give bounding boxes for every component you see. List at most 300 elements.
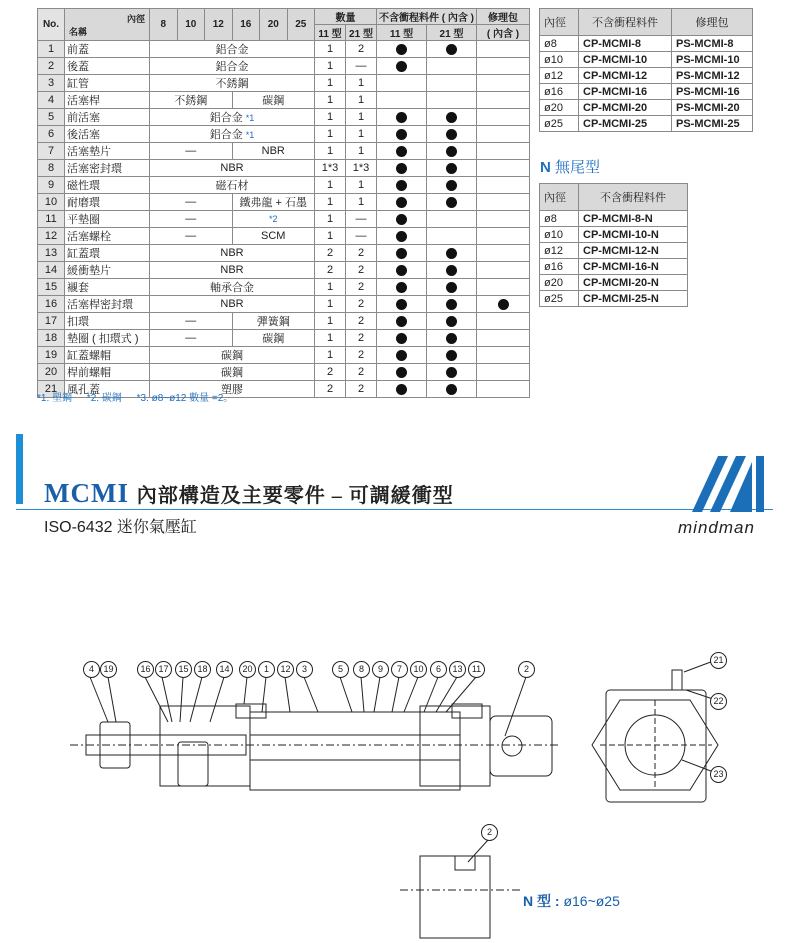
- kit-21-mark: [427, 279, 477, 296]
- callout-13: 13: [449, 661, 466, 678]
- qty-21-value: 2: [346, 41, 377, 58]
- row-no: 17: [38, 313, 65, 330]
- row-no: 4: [38, 92, 65, 109]
- row-no: 12: [38, 228, 65, 245]
- qty-11-value: 1: [315, 279, 346, 296]
- callout-8: 8: [353, 661, 370, 678]
- kit-21-mark: [427, 194, 477, 211]
- qty-11-value: 1: [315, 126, 346, 143]
- qty-21-value: 1: [346, 143, 377, 160]
- col-no: No.: [38, 9, 65, 41]
- material: 鋁合金 *1: [150, 109, 315, 126]
- qty-21-value: 2: [346, 296, 377, 313]
- qty-11-value: 1: [315, 58, 346, 75]
- n-col-part: 不含衝程料件: [579, 184, 688, 211]
- kit-11-mark: [377, 330, 427, 347]
- parts-row: [38, 41, 530, 58]
- size-16: 16: [232, 9, 260, 41]
- n-bore: ø16: [540, 259, 579, 275]
- repair-mark: [477, 364, 530, 381]
- n-bore: ø10: [540, 227, 579, 243]
- repair-mark: [477, 330, 530, 347]
- qty-11-value: 1: [315, 177, 346, 194]
- n-kit-row: [540, 275, 688, 291]
- n-bore: ø25: [540, 291, 579, 307]
- piston-rod: [86, 735, 246, 755]
- included-dot: [396, 316, 407, 327]
- note-1: *1. 塑鋼: [37, 393, 73, 404]
- material-small: —: [150, 330, 233, 347]
- kit-part-no: CP-MCMI-16: [579, 84, 672, 100]
- included-dot: [446, 282, 457, 293]
- parts-row: [38, 262, 530, 279]
- callout-5: 5: [332, 661, 349, 678]
- included-dot: [446, 316, 457, 327]
- callout-7: 7: [391, 661, 408, 678]
- qty-21-value: 1: [346, 109, 377, 126]
- included-dot: [396, 367, 407, 378]
- n-bore: ø8: [540, 211, 579, 227]
- parts-row: [38, 228, 530, 245]
- part-name: 缸蓋環: [65, 245, 150, 262]
- repair-mark: [477, 347, 530, 364]
- parts-row: [38, 92, 530, 109]
- callout-21: 21: [710, 652, 727, 669]
- material-small: —: [150, 143, 233, 160]
- n-part-no: CP-MCMI-20-N: [579, 275, 688, 291]
- part-name: 緩衝墊片: [65, 262, 150, 279]
- row-no: 19: [38, 347, 65, 364]
- repair-mark: [477, 279, 530, 296]
- n-bore: ø12: [540, 243, 579, 259]
- part-name: 襯套: [65, 279, 150, 296]
- kit-21-mark: [427, 313, 477, 330]
- repair-mark: [477, 313, 530, 330]
- kit-repair-no: PS-MCMI-12: [672, 68, 753, 84]
- col-repair: 修理包: [477, 9, 530, 25]
- size-25: 25: [287, 9, 315, 41]
- included-dot: [396, 248, 407, 259]
- qty-11-value: 1: [315, 228, 346, 245]
- callout-6: 6: [430, 661, 447, 678]
- callout-22: 22: [710, 693, 727, 710]
- part-name: 活塞桿密封環: [65, 296, 150, 313]
- n-part-no: CP-MCMI-10-N: [579, 227, 688, 243]
- kit-11-mark: [377, 58, 427, 75]
- kit-11-mark: [377, 41, 427, 58]
- material-large: 碳鋼: [232, 92, 315, 109]
- kit-11-mark: [377, 262, 427, 279]
- qty-11-value: 2: [315, 245, 346, 262]
- row-no: 5: [38, 109, 65, 126]
- row-no: 18: [38, 330, 65, 347]
- kit-11: 11 型: [377, 25, 427, 41]
- kit-part-no: CP-MCMI-8: [579, 36, 672, 52]
- callout-11: 11: [468, 661, 485, 678]
- repair-mark: [477, 262, 530, 279]
- material: NBR: [150, 245, 315, 262]
- material: 磁石材: [150, 177, 315, 194]
- included-dot: [446, 146, 457, 157]
- repair-mark: [477, 228, 530, 245]
- part-name: 前活塞: [65, 109, 150, 126]
- part-name: 後蓋: [65, 58, 150, 75]
- callout-10: 10: [410, 661, 427, 678]
- qty-21: 21 型: [346, 25, 377, 41]
- kit-table-body: [540, 36, 753, 132]
- included-dot: [396, 282, 407, 293]
- qty-21-value: —: [346, 228, 377, 245]
- repair-mark: [477, 75, 530, 92]
- repair-mark: [477, 381, 530, 398]
- kit-bore: ø12: [540, 68, 579, 84]
- qty-11-value: 1: [315, 109, 346, 126]
- included-dot: [446, 197, 457, 208]
- kit-row: [540, 100, 753, 116]
- material-small: —: [150, 313, 233, 330]
- repair-mark: [477, 58, 530, 75]
- row-no: 16: [38, 296, 65, 313]
- parts-row: [38, 160, 530, 177]
- kit-11-mark: [377, 364, 427, 381]
- qty-21-value: 2: [346, 262, 377, 279]
- callout-3: 3: [296, 661, 313, 678]
- included-dot: [396, 129, 407, 140]
- included-dot: [446, 163, 457, 174]
- kit-21-mark: [427, 143, 477, 160]
- repair-mark: [477, 126, 530, 143]
- repair-mark: [477, 109, 530, 126]
- kit-part-no: CP-MCMI-25: [579, 116, 672, 132]
- repair-mark: [477, 160, 530, 177]
- kit-21-mark: [427, 126, 477, 143]
- qty-11: 11 型: [315, 25, 346, 41]
- part-name: 缸管: [65, 75, 150, 92]
- qty-21-value: 1: [346, 75, 377, 92]
- qty-11-value: 2: [315, 364, 346, 381]
- parts-row: [38, 313, 530, 330]
- included-dot: [396, 112, 407, 123]
- kit-21-mark: [427, 364, 477, 381]
- included-dot: [396, 384, 407, 395]
- repair-mark: [477, 41, 530, 58]
- n-type-section: [420, 856, 490, 938]
- kit-11-mark: [377, 296, 427, 313]
- n-kit-row: [540, 211, 688, 227]
- qty-11-value: 1*3: [315, 160, 346, 177]
- material-note: *2: [268, 214, 278, 224]
- col-bore-name: 內徑 名稱: [65, 9, 150, 41]
- included-dot: [446, 44, 457, 55]
- part-name: 扣環: [65, 313, 150, 330]
- material: NBR: [150, 296, 315, 313]
- part-name: 後活塞: [65, 126, 150, 143]
- callout-20: 20: [239, 661, 256, 678]
- kit-repair-no: PS-MCMI-10: [672, 52, 753, 68]
- included-dot: [446, 180, 457, 191]
- qty-11-value: 1: [315, 313, 346, 330]
- parts-row: [38, 109, 530, 126]
- n-col-bore: 內徑: [540, 184, 579, 211]
- kit-bore: ø16: [540, 84, 579, 100]
- callout-2: 2: [518, 661, 535, 678]
- row-no: 11: [38, 211, 65, 228]
- kit-21-mark: [427, 296, 477, 313]
- mindman-logo: [690, 452, 768, 516]
- kit-col-repair: 修理包: [672, 9, 753, 36]
- included-dot: [396, 197, 407, 208]
- kit-11-mark: [377, 211, 427, 228]
- qty-11-value: 1: [315, 347, 346, 364]
- parts-table: [37, 8, 530, 398]
- included-dot: [396, 299, 407, 310]
- kit-bore: ø20: [540, 100, 579, 116]
- kit-21-mark: [427, 262, 477, 279]
- kit-repair-no: PS-MCMI-20: [672, 100, 753, 116]
- kit-col-part: 不含衝程料件: [579, 9, 672, 36]
- kit-21-mark: [427, 381, 477, 398]
- kit-bore: ø10: [540, 52, 579, 68]
- part-name: 活塞密封環: [65, 160, 150, 177]
- included-dot: [396, 44, 407, 55]
- kit-row: [540, 52, 753, 68]
- qty-11-value: 1: [315, 92, 346, 109]
- material: 不銹鋼: [150, 75, 315, 92]
- callout-1: 1: [258, 661, 275, 678]
- parts-row: [38, 194, 530, 211]
- repair-mark: [477, 143, 530, 160]
- kit-21-mark: [427, 160, 477, 177]
- qty-21-value: 2: [346, 279, 377, 296]
- row-no: 20: [38, 364, 65, 381]
- kit-part-no: CP-MCMI-20: [579, 100, 672, 116]
- callout-9: 9: [372, 661, 389, 678]
- rod-nut: [100, 722, 130, 768]
- included-dot: [498, 299, 509, 310]
- qty-11-value: 2: [315, 381, 346, 398]
- material-note: *1: [245, 130, 255, 140]
- part-name: 桿前螺帽: [65, 364, 150, 381]
- kit-11-mark: [377, 160, 427, 177]
- material-small: —: [150, 228, 233, 245]
- row-no: 2: [38, 58, 65, 75]
- note-2: *2. 碳鋼: [86, 393, 122, 404]
- parts-row: [38, 58, 530, 75]
- included-dot: [446, 333, 457, 344]
- callout-16: 16: [137, 661, 154, 678]
- barrel: [250, 712, 460, 790]
- material-large: SCM: [232, 228, 315, 245]
- part-name: 耐磨環: [65, 194, 150, 211]
- parts-row: [38, 143, 530, 160]
- kit-21-mark: [427, 109, 477, 126]
- kit-11-mark: [377, 245, 427, 262]
- material: 鋁合金 *1: [150, 126, 315, 143]
- qty-11-value: 1: [315, 194, 346, 211]
- kit-11-mark: [377, 92, 427, 109]
- kit-21-mark: [427, 245, 477, 262]
- included-dot: [446, 248, 457, 259]
- part-name: 活塞墊片: [65, 143, 150, 160]
- material-small: 不銹鋼: [150, 92, 233, 109]
- kit-row: [540, 84, 753, 100]
- part-name: 缸蓋螺帽: [65, 347, 150, 364]
- cover-nut: [178, 742, 208, 786]
- kit-21-mark: [427, 92, 477, 109]
- n-kit-table: [539, 183, 688, 307]
- included-dot: [396, 265, 407, 276]
- qty-21-value: 2: [346, 245, 377, 262]
- row-no: 3: [38, 75, 65, 92]
- kit-col-bore: 內徑: [540, 9, 579, 36]
- n-kit-row: [540, 259, 688, 275]
- qty-21-value: 1: [346, 177, 377, 194]
- kit-11-mark: [377, 194, 427, 211]
- material-large: NBR: [232, 143, 315, 160]
- qty-11-value: 1: [315, 75, 346, 92]
- parts-row: [38, 245, 530, 262]
- kit-table: [539, 8, 753, 132]
- kit-row: [540, 36, 753, 52]
- kit-11-mark: [377, 381, 427, 398]
- material-note: *1: [245, 113, 255, 123]
- size-8: 8: [150, 9, 178, 41]
- n-type-title: N 無尾型: [540, 159, 601, 176]
- callout-4: 4: [83, 661, 100, 678]
- qty-21-value: 1: [346, 126, 377, 143]
- kit-11-mark: [377, 143, 427, 160]
- repair-mark: [477, 92, 530, 109]
- qty-21-value: 1: [346, 92, 377, 109]
- material-large: 碳鋼: [232, 330, 315, 347]
- row-no: 13: [38, 245, 65, 262]
- row-no: 1: [38, 41, 65, 58]
- section-subtitle: ISO-6432 迷你氣壓缸: [44, 519, 197, 536]
- qty-21-value: —: [346, 58, 377, 75]
- included-dot: [396, 146, 407, 157]
- qty-21-value: 2: [346, 330, 377, 347]
- n-kit-row: [540, 243, 688, 259]
- kit-21: 21 型: [427, 25, 477, 41]
- repair-mark: [477, 177, 530, 194]
- material: 鋁合金: [150, 41, 315, 58]
- material: 軸承合金: [150, 279, 315, 296]
- title-rule: [16, 509, 773, 510]
- kit-21-mark: [427, 41, 477, 58]
- included-dot: [446, 299, 457, 310]
- qty-21-value: 2: [346, 381, 377, 398]
- material: 塑膠: [150, 381, 315, 398]
- parts-row: [38, 177, 530, 194]
- included-dot: [396, 214, 407, 225]
- note-3: *3. ø8~ø12 數量 =2。: [136, 393, 234, 404]
- kit-11-mark: [377, 279, 427, 296]
- row-no: 15: [38, 279, 65, 296]
- qty-11-value: 2: [315, 262, 346, 279]
- qty-11-value: 1: [315, 211, 346, 228]
- included-dot: [446, 265, 457, 276]
- n-part-no: CP-MCMI-25-N: [579, 291, 688, 307]
- parts-row: [38, 126, 530, 143]
- kit-row: [540, 68, 753, 84]
- kit-bore: ø25: [540, 116, 579, 132]
- parts-row: [38, 347, 530, 364]
- qty-11-value: 1: [315, 143, 346, 160]
- kit-21-mark: [427, 330, 477, 347]
- material: 鋁合金: [150, 58, 315, 75]
- callout-18: 18: [194, 661, 211, 678]
- kit-21-mark: [427, 347, 477, 364]
- kit-11-mark: [377, 228, 427, 245]
- col-kit: 不含衝程料件 ( 內含 ): [377, 9, 477, 25]
- row-no: 21: [38, 381, 65, 398]
- repair-mark: [477, 211, 530, 228]
- kit-bore: ø8: [540, 36, 579, 52]
- kit-repair-no: PS-MCMI-8: [672, 36, 753, 52]
- included-dot: [396, 61, 407, 72]
- parts-row: [38, 279, 530, 296]
- row-no: 7: [38, 143, 65, 160]
- material-large: [232, 211, 315, 228]
- kit-11-mark: [377, 313, 427, 330]
- n-bore: ø20: [540, 275, 579, 291]
- parts-row: [38, 330, 530, 347]
- callout-23: 23: [710, 766, 727, 783]
- section-title: MCMI 內部構造及主要零件 – 可調緩衝型: [44, 478, 454, 508]
- callout-19: 19: [100, 661, 117, 678]
- kit-21-mark: [427, 211, 477, 228]
- kit-21-mark: [427, 75, 477, 92]
- n-kit-table-body: [540, 211, 688, 307]
- kit-part-no: CP-MCMI-10: [579, 52, 672, 68]
- n-part-no: CP-MCMI-16-N: [579, 259, 688, 275]
- included-dot: [396, 163, 407, 174]
- material-small: —: [150, 211, 233, 228]
- qty-11-value: 1: [315, 41, 346, 58]
- n-part-no: CP-MCMI-8-N: [579, 211, 688, 227]
- included-dot: [446, 350, 457, 361]
- part-name: 風孔蓋: [65, 381, 150, 398]
- kit-21-mark: [427, 177, 477, 194]
- parts-notes: [37, 389, 245, 404]
- included-dot: [446, 112, 457, 123]
- kit-21-mark: [427, 58, 477, 75]
- part-name: 磁性環: [65, 177, 150, 194]
- n-part-no: CP-MCMI-12-N: [579, 243, 688, 259]
- included-dot: [396, 350, 407, 361]
- kit-21-mark: [427, 228, 477, 245]
- qty-21-value: 2: [346, 347, 377, 364]
- rear-cover: [420, 706, 490, 786]
- included-dot: [396, 333, 407, 344]
- kit-repair-no: PS-MCMI-16: [672, 84, 753, 100]
- qty-21-value: 2: [346, 313, 377, 330]
- row-no: 6: [38, 126, 65, 143]
- callout-15: 15: [175, 661, 192, 678]
- included-dot: [446, 367, 457, 378]
- n-kit-row: [540, 291, 688, 307]
- callout-12: 12: [277, 661, 294, 678]
- side-view-hex: [592, 700, 718, 790]
- col-qty: 數量: [315, 9, 377, 25]
- included-dot: [446, 384, 457, 395]
- kit-repair-no: PS-MCMI-25: [672, 116, 753, 132]
- qty-21-value: 1*3: [346, 160, 377, 177]
- size-10: 10: [177, 9, 205, 41]
- callout-bottom-2: 2: [481, 824, 498, 841]
- kit-11-mark: [377, 75, 427, 92]
- part-name: 平墊圈: [65, 211, 150, 228]
